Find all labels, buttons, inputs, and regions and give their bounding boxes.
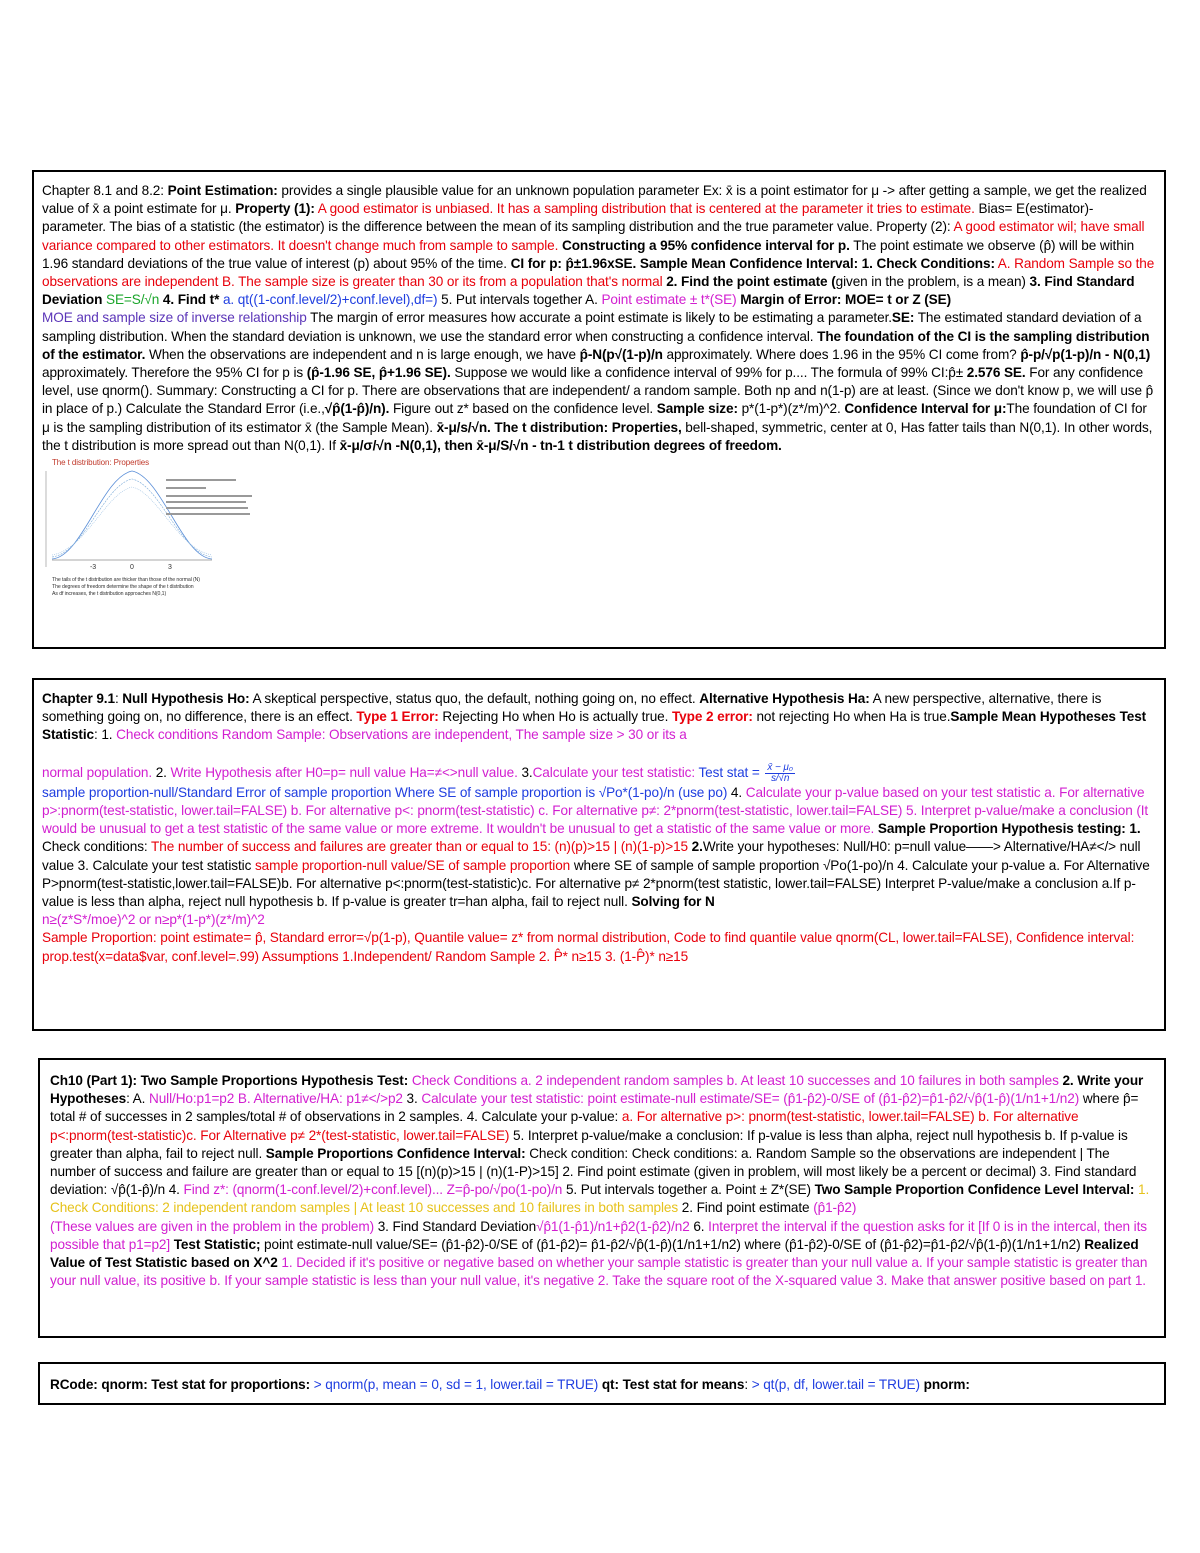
text-run: Figure out z* based on the confidence level. <box>389 401 657 417</box>
tick-neg: -3 <box>90 564 97 572</box>
text-run: sample proportion-null value/SE of sample proportion <box>254 857 571 873</box>
text-run: point estimate-null value/SE= (p̂1-p̂2)-0/SE of (p̂1-p̂2)= p̂1-p̂2/√p̂(1-p̂)(1/n1+1/n2) where (p̂1-p̂2)-0/SE of (p̂1-p̂2)=p̂1-p̂2/√p̂(1-p̂)(1/n1+1/n2) <box>260 1236 1085 1252</box>
text-run: Bias= E(estimator)- parameter. The bias of a statistic (the estimator) is the difference between the mean of its sampling distribution and the true parameter value. Property (2): <box>42 201 1094 235</box>
text-run: normal population. <box>42 764 153 780</box>
text-run: x̄-μ/σ/√n -N(0,1), then x̄-μ/S/√n - tn-1 t distribution degrees of freedom. <box>339 437 782 453</box>
text-run: 3. <box>517 764 533 780</box>
text-run: Point estimate ± t*(SE) <box>601 292 737 308</box>
text-run: 2. Find point estimate <box>678 1200 814 1216</box>
t-distribution-figure <box>42 457 272 607</box>
text-run: SE=S/√n <box>102 292 160 308</box>
text-run: Write your hypotheses: Null/H0: p=null value——> Alternative/HA≠</> null value 3. Calculate your test statistic <box>42 839 1141 873</box>
text-run: The foundation of CI for μ is the sampling distribution of its estimator x̄ (the Sample Mean). <box>42 401 1147 435</box>
text-run: Realized Value of Test Statistic based on X^2 <box>50 1236 1139 1271</box>
text-run: 4. Find t* <box>159 292 220 308</box>
text-run: For any confidence level, use qnorm(). Summary: Constructing a CI for p. There are observations that are independent/ a random sample. Both np and n(1-p) are at least. (Since we don't know p, we will use p̂ in place of p.) Calculate the Standard Error (i.e., <box>42 365 1154 417</box>
text-run: p*(1-p*)(z*/m)^2. <box>737 401 845 417</box>
text-run: p̂-p/√p(1-p)/n - N(0,1) <box>1020 346 1151 362</box>
text-run: : <box>744 1377 752 1392</box>
text-run: A good estimator is unbiased. It has a sampling distribution that is centered at the parameter it tries to estimate. <box>314 201 975 217</box>
text-run: 5. Put intervals together a. Point ± Z*(SE) <box>562 1182 815 1198</box>
point-estimation-heading: Point Estimation: <box>167 183 278 198</box>
text-run: 2.576 SE. <box>966 365 1026 381</box>
text-run: Calculate your p-value based on your test statistic a. For alternative p>:pnorm(test-statistic, lower.tail=FALSE) b. For alternative p<: pnorm(test-statistic) c. For alternative p≠: 2*pnorm(test-statistic, lower.tail=FALSE) 5. Interpret p-value/make a conclusion (It would be unusual to get a test statistic of the same value or more extreme. It wouldn't be unusual to get a statistic of the same value or more. <box>42 784 1149 837</box>
text-run: The estimated standard deviation of a sampling distribution. When the standard deviation is unknown, we use the standard error when constructing a confidence interval. <box>42 310 1142 344</box>
qnorm-code: > qnorm(p, mean = 0, sd = 1, lower.tail = TRUE) <box>310 1377 599 1392</box>
text-run: x̄-μ/s/√n. The t distribution: Properties, <box>436 419 682 435</box>
ci-95-heading: Constructing a 95% confidence interval for p. <box>561 237 850 253</box>
text-run: (p̂-1.96 SE, p̂+1.96 SE). <box>306 365 451 381</box>
text-run: 4. <box>727 784 746 800</box>
text-run: Confidence Interval for μ: <box>844 401 1007 417</box>
text-run: A new perspective, alternative, there is something going on, no difference, there is an effect. <box>42 691 1102 725</box>
text-run: Check conditions: <box>42 839 152 855</box>
text-run: a. For alternative p>: pnorm(test-statistic, lower.tail=FALSE) b. For alternative p<:pnorm(test-statistic)c. For Alternative p≠ 2*(test-statistic, lower.tail=FALSE) <box>50 1109 1079 1143</box>
text-run: √p̂(1-p̂)/n). <box>324 401 390 417</box>
text-run: Write Hypothesis after H0=p= null value Ha=≠<>null value. <box>170 764 518 780</box>
text-run: 1. Check Conditions: 2 independent random samples | At least 10 successes and 10 failures in both samples <box>50 1182 1150 1216</box>
text-run: (p̂1-p̂2) <box>813 1200 857 1216</box>
text-run: Sample Mean Hypotheses Test Statistic <box>42 709 1147 743</box>
t-distribution-plot <box>42 457 272 607</box>
text-run: 3. Find Standard Deviation <box>374 1218 537 1234</box>
text-run: 6. <box>689 1218 709 1234</box>
text-run: Test Statistic; <box>170 1236 261 1252</box>
text-run: a. qt((1-conf.level/2)+conf.level),df=) <box>219 292 438 308</box>
rcode-section <box>38 1362 1166 1405</box>
text-run: The margin of error measures how accurate a point estimate is likely to be estimating a parameter. <box>306 310 892 326</box>
tick-pos: 3 <box>168 564 172 572</box>
figure-bullets <box>166 479 252 515</box>
chapter-9-text <box>42 690 1156 966</box>
text-run: Solving for N <box>631 894 715 910</box>
text-run: given in the problem, is a mean) <box>835 274 1030 290</box>
text-run: √p̂1(1-p̂1)/n1+p̂2(1-p̂2)/n2 <box>536 1218 690 1234</box>
text-run: where SE of sample of sample proportion √Po(1-po)/n 4. Calculate your p-value a. For Alternative P>pnorm(test-statistic,lower.tail=FALSE)b. For alternative p<:pnorm(test-statistic)c. For alternative p≠ 2*pnorm(test statistic, lower.tail=FALSE) Interpret P-value/make a conclusion a.If p-value is less than alpha, reject null hypothesis b. If p-value is greater tr=han alpha, fail to reject null. <box>42 857 1150 910</box>
rcode-heading: RCode: qnorm: Test stat for proportions: <box>50 1377 311 1392</box>
chapter-8-section <box>32 170 1166 649</box>
chapter-label: Chapter 9.1 <box>42 691 115 706</box>
text-run: pnorm: <box>919 1377 970 1392</box>
text-run: (These values are given in the problem in the problem) <box>50 1218 375 1234</box>
text-run: 2. Write your Hypotheses <box>50 1073 1144 1107</box>
figure-caption-2: The degrees of freedom determine the shape of the t distribution <box>52 584 194 591</box>
two-sample-proportions-heading: Ch10 (Part 1): Two Sample Proportions Hypothesis Test: <box>50 1073 409 1088</box>
text-run: 5. Interpret p-value/make a conclusion: If p-value is less than alpha, reject null hypothesis b. If p-value is greater than alpha, fail to reject null. <box>50 1127 1128 1161</box>
alt-hypothesis-heading: Alternative Hypothesis Ha: <box>699 691 870 706</box>
moe-heading: Margin of Error: MOE= t or Z (SE) <box>736 292 952 308</box>
figure-caption-3: As df increases, the t distribution approaches N(0,1) <box>52 591 167 598</box>
text-run: Check conditions Random Sample: Observations are independent, The sample size > 30 or its a <box>116 727 687 743</box>
rcode-text <box>50 1376 1156 1394</box>
figure-title: The t distribution: Properties <box>52 458 150 468</box>
null-hypothesis-heading: Null Hypothesis Ho: <box>122 691 250 706</box>
text-run: SE: <box>891 310 915 326</box>
text-run: provides a single plausible value for an unknown population parameter Ex: x̄ is a point estimator for μ -> after getting a sample, we get the realized value of x̄ a point estimate for μ. <box>42 183 1147 217</box>
t-curve-2 <box>52 487 212 555</box>
chapter-9-section <box>32 678 1166 1031</box>
chapter-8-text <box>42 182 1156 455</box>
chapter-10-text <box>50 1072 1156 1290</box>
text-run: : A. <box>126 1091 149 1107</box>
text-run: 2. Find the point estimate ( <box>662 274 836 290</box>
text-run: Calculate your test statistic: point estimate-null estimate/SE= (p̂1-p̂2)-0/SE of (p̂1-p̂2)=p̂1-p̂2/√p̂(1-p̂)(1/n1+1/n2) <box>421 1091 1080 1107</box>
tick-zero: 0 <box>130 564 134 572</box>
text-run: MOE and sample size of inverse relationship <box>42 310 307 326</box>
test-stat-formula <box>765 763 795 784</box>
text-run: Two Sample Proportion Confidence Level Interval: <box>814 1182 1135 1198</box>
text-run: 5. Put intervals together A. <box>437 292 602 308</box>
text-run: A skeptical perspective, status quo, the default, nothing going on, no effect. <box>249 691 700 706</box>
text-run: bell-shaped, symmetric, center at 0, Has fatter tails than N(0,1). In other words, the t distribution is more spread out than N(0,1). If <box>42 419 1153 453</box>
text-run: Calculate your test statistic: <box>532 764 699 780</box>
text-run: approximately. Therefore the 95% CI for p is <box>42 365 307 381</box>
text-run: A. Random Sample so the observations are independent B. The sample size is greater than 30 or its from a population that's normal <box>42 255 1155 290</box>
text-run: Check condition: Check conditions: a. Random Sample so the observations are independent | The number of success and failure are greater than or equal to 15 [(n)(p)>15 | (n)(1-P)>15] 2. Find point estimate (given in problem, will most likely be a percent or decimal) 3. Find standard deviation: √p̂(1-p̂)/n 4. <box>50 1145 1137 1198</box>
text-run: Null/Ho:p1=p2 B. Alternative/HA: p1≠</>p2 <box>149 1091 403 1107</box>
type-2-error-heading: Type 2 error: <box>671 709 753 725</box>
text-run: Sample Proportion: point estimate= p̂, Standard error=√p(1-p), Quantile value= z* from normal distribution, Code to find quantile value qnorm(CL, lower.tail=FALSE), Confidence interval: prop.test(x=data$var, conf.level=.99) Assumptions 1.Independent/ Random Sample 2. P̂* n≥15 3. (1-P̂)* n≥15 <box>42 930 1135 964</box>
text-run: Test stat = <box>698 764 764 780</box>
text-run: : 1. <box>93 727 117 743</box>
text-run: The point estimate we observe (p̂) will be within 1.96 standard deviations of the true value of interest (p) about 95% of the time. <box>42 237 1135 271</box>
text-run: Suppose we would like a confidence interval of 99% for p.... The formula of 99% CI:p̂± <box>450 365 967 381</box>
qt-code: > qt(p, df, lower.tail = TRUE) <box>751 1377 920 1392</box>
text-run: 2. <box>688 839 703 855</box>
text-run: 3. <box>402 1091 422 1107</box>
text-run: x̄ − μ₀ <box>767 761 793 773</box>
t-curve-1 <box>52 479 212 557</box>
text-run: When the observations are independent and n is large enough, we have <box>145 346 580 362</box>
text-run: 1. Decided if it's positive or negative based on whether your sample statistic is greater than your null value a. If your sample statistic is greater than your null value, its positive b. If your sample statistic is less than your null value, it's negative 2. Take the square root of the X-squared value 3. Make that answer positive based on part 1. <box>50 1255 1148 1289</box>
chapter-10-section <box>38 1058 1166 1338</box>
text-run: 2. <box>152 764 171 780</box>
ci-for-p-heading: CI for p: p̂±1.96xSE. Sample Mean Confidence Interval: 1. Check Conditions: <box>510 255 995 271</box>
text-run: The number of success and failures are greater than or equal to 15: (n)(p)>15 | (n)(1-p)>15 <box>151 839 688 855</box>
text-run: qt: Test stat for means <box>598 1377 745 1392</box>
text-run: s/√n <box>770 772 790 784</box>
text-run: A good estimator wil; have small variance compared to other estimators. It doesn't change much from sample to sample. <box>42 219 1145 253</box>
text-run: p̂-N(p√(1-p)/n <box>579 346 663 362</box>
chapter-label: Chapter 8.1 and 8.2: <box>42 183 168 198</box>
text-run: Find z*: (qnorm(1-conf.level/2)+conf.level)... Z=p̂-po/√po(1-po)/n <box>183 1182 563 1198</box>
text-run: sample proportion-null/Standard Error of sample proportion Where SE of sample proportion is √Po*(1-po)/n (use po) <box>42 784 728 800</box>
text-run: Sample Proportion Hypothesis testing: 1. <box>874 821 1141 837</box>
text-run: Interpret the interval if the question asks for it [If 0 is in the intercal, then its possible that p1=p2] <box>50 1218 1147 1252</box>
text-run: Sample Proportions Confidence Interval: <box>265 1145 526 1161</box>
figure-caption-1: The tails of the t distribution are thicker than those of the normal (N) <box>52 577 200 584</box>
text-run: n≥(z*S*/moe)^2 or n≥p*(1-p*)(z*/m)^2 <box>42 912 265 928</box>
text-run: Sample size: <box>656 401 738 417</box>
text-run: 3. Find Standard Deviation <box>42 274 1135 308</box>
text-run: approximately. Where does 1.96 in the 95% CI come from? <box>662 346 1021 362</box>
text-run: Rejecting Ho when Ho is actually true. <box>438 709 672 725</box>
text-run: Check Conditions a. 2 independent random samples b. At least 10 successes and 10 failures in both samples <box>408 1073 1059 1088</box>
text-run: : <box>114 691 123 706</box>
property-1-heading: Property (1): <box>235 201 315 217</box>
text-run: not rejecting Ho when Ha is true. <box>752 709 951 725</box>
text-run: The foundation of the CI is the sampling distribution of the estimator. <box>42 328 1150 362</box>
type-1-error-heading: Type 1 Error: <box>356 709 439 725</box>
text-run: where p̂= total # of successes in 2 samples/total # of observations in 2 samples. 4. Calculate your p-value: <box>50 1091 1139 1125</box>
